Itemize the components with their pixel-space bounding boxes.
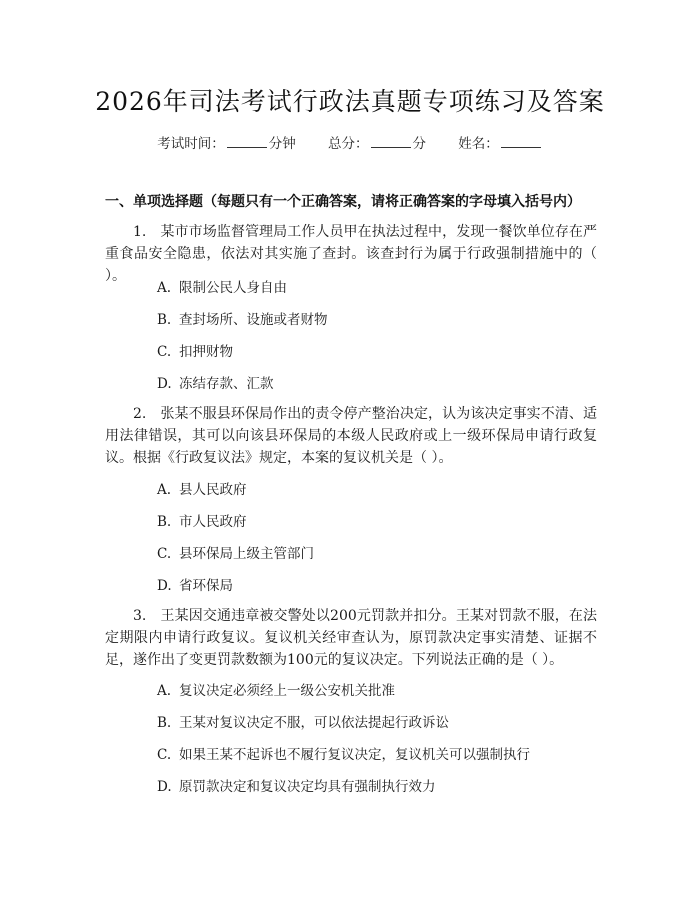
option-3c (157, 743, 530, 763)
score-label: 总分： (328, 136, 369, 152)
exam-name (458, 136, 543, 152)
question-text: 某市市场监督管理局工作人员甲在执法过程中，发现一餐饮单位存在严重食品安全隐患，依法对其实施了查封。该查封行为属于行政强制措施中的（ ）。 (105, 224, 597, 284)
time-unit: 分钟 (268, 136, 296, 152)
option-2b (157, 510, 247, 530)
option-letter: A. (157, 683, 172, 699)
option-3b (157, 711, 449, 731)
option-text: 如果王某不起诉也不履行复议决定，复议机关可以强制执行 (179, 747, 530, 763)
question-text: 王某因交通违章被交警处以200元罚款并扣分。王某对罚款不服，在法定期限内申请行政复议。复议机关经审查认为，原罚款决定事实清楚、证据不足，遂作出了变更罚款数额为100元的复议决定。下列说法正确的是（ ）。 (105, 608, 597, 668)
name-blank (501, 135, 541, 148)
option-letter: B. (157, 312, 172, 328)
option-text: 查封场所、设施或者财物 (179, 312, 328, 328)
option-2c (157, 542, 314, 562)
option-letter: C. (157, 747, 172, 763)
exam-meta (0, 132, 700, 152)
exam-score (328, 136, 430, 152)
option-letter: D. (157, 376, 172, 392)
question-3 (105, 605, 597, 671)
option-1d (157, 372, 274, 392)
option-letter: D. (157, 779, 172, 795)
option-3a (157, 679, 395, 699)
question-number: 1. (133, 224, 147, 240)
option-text: 扣押财物 (179, 344, 233, 360)
score-blank (371, 135, 411, 148)
option-text: 复议决定必须经上一级公安机关批准 (179, 683, 395, 699)
option-letter: C. (157, 546, 172, 562)
option-1a (157, 276, 287, 296)
option-text: 县人民政府 (179, 482, 247, 498)
option-letter: B. (157, 715, 172, 731)
option-letter: A. (157, 482, 172, 498)
option-text: 原罚款决定和复议决定均具有强制执行效力 (179, 779, 436, 795)
option-letter: A. (157, 280, 172, 296)
option-text: 省环保局 (179, 578, 233, 594)
option-text: 县环保局上级主管部门 (179, 546, 314, 562)
question-number: 2. (133, 406, 147, 422)
option-1c (157, 340, 233, 360)
question-text: 张某不服县环保局作出的责令停产整治决定，认为该决定事实不清、适用法律错误，其可以向该县环保局的本级人民政府或上一级环保局申请行政复议。根据《行政复议法》规定，本案的复议机关是（ ）。 (105, 406, 597, 466)
option-text: 市人民政府 (179, 514, 247, 530)
time-blank (227, 135, 267, 148)
question-number: 3. (133, 608, 147, 624)
name-label: 姓名： (458, 136, 499, 152)
option-letter: B. (157, 514, 172, 530)
option-2d (157, 574, 233, 594)
score-unit: 分 (412, 136, 426, 152)
option-text: 王某对复议决定不服，可以依法提起行政诉讼 (179, 715, 449, 731)
exam-time (157, 136, 300, 152)
option-text: 限制公民人身自由 (179, 280, 287, 296)
question-2 (105, 403, 597, 469)
option-3d (157, 775, 436, 795)
option-letter: C. (157, 344, 172, 360)
document-title: 2026年司法考试行政法真题专项练习及答案 (95, 87, 605, 116)
section-title: 一、单项选择题（每题只有一个正确答案，请将正确答案的字母填入括号内） (105, 194, 581, 210)
option-2a (157, 478, 247, 498)
option-text: 冻结存款、汇款 (179, 376, 274, 392)
time-label: 考试时间： (157, 136, 225, 152)
option-1b (157, 308, 328, 328)
option-letter: D. (157, 578, 172, 594)
